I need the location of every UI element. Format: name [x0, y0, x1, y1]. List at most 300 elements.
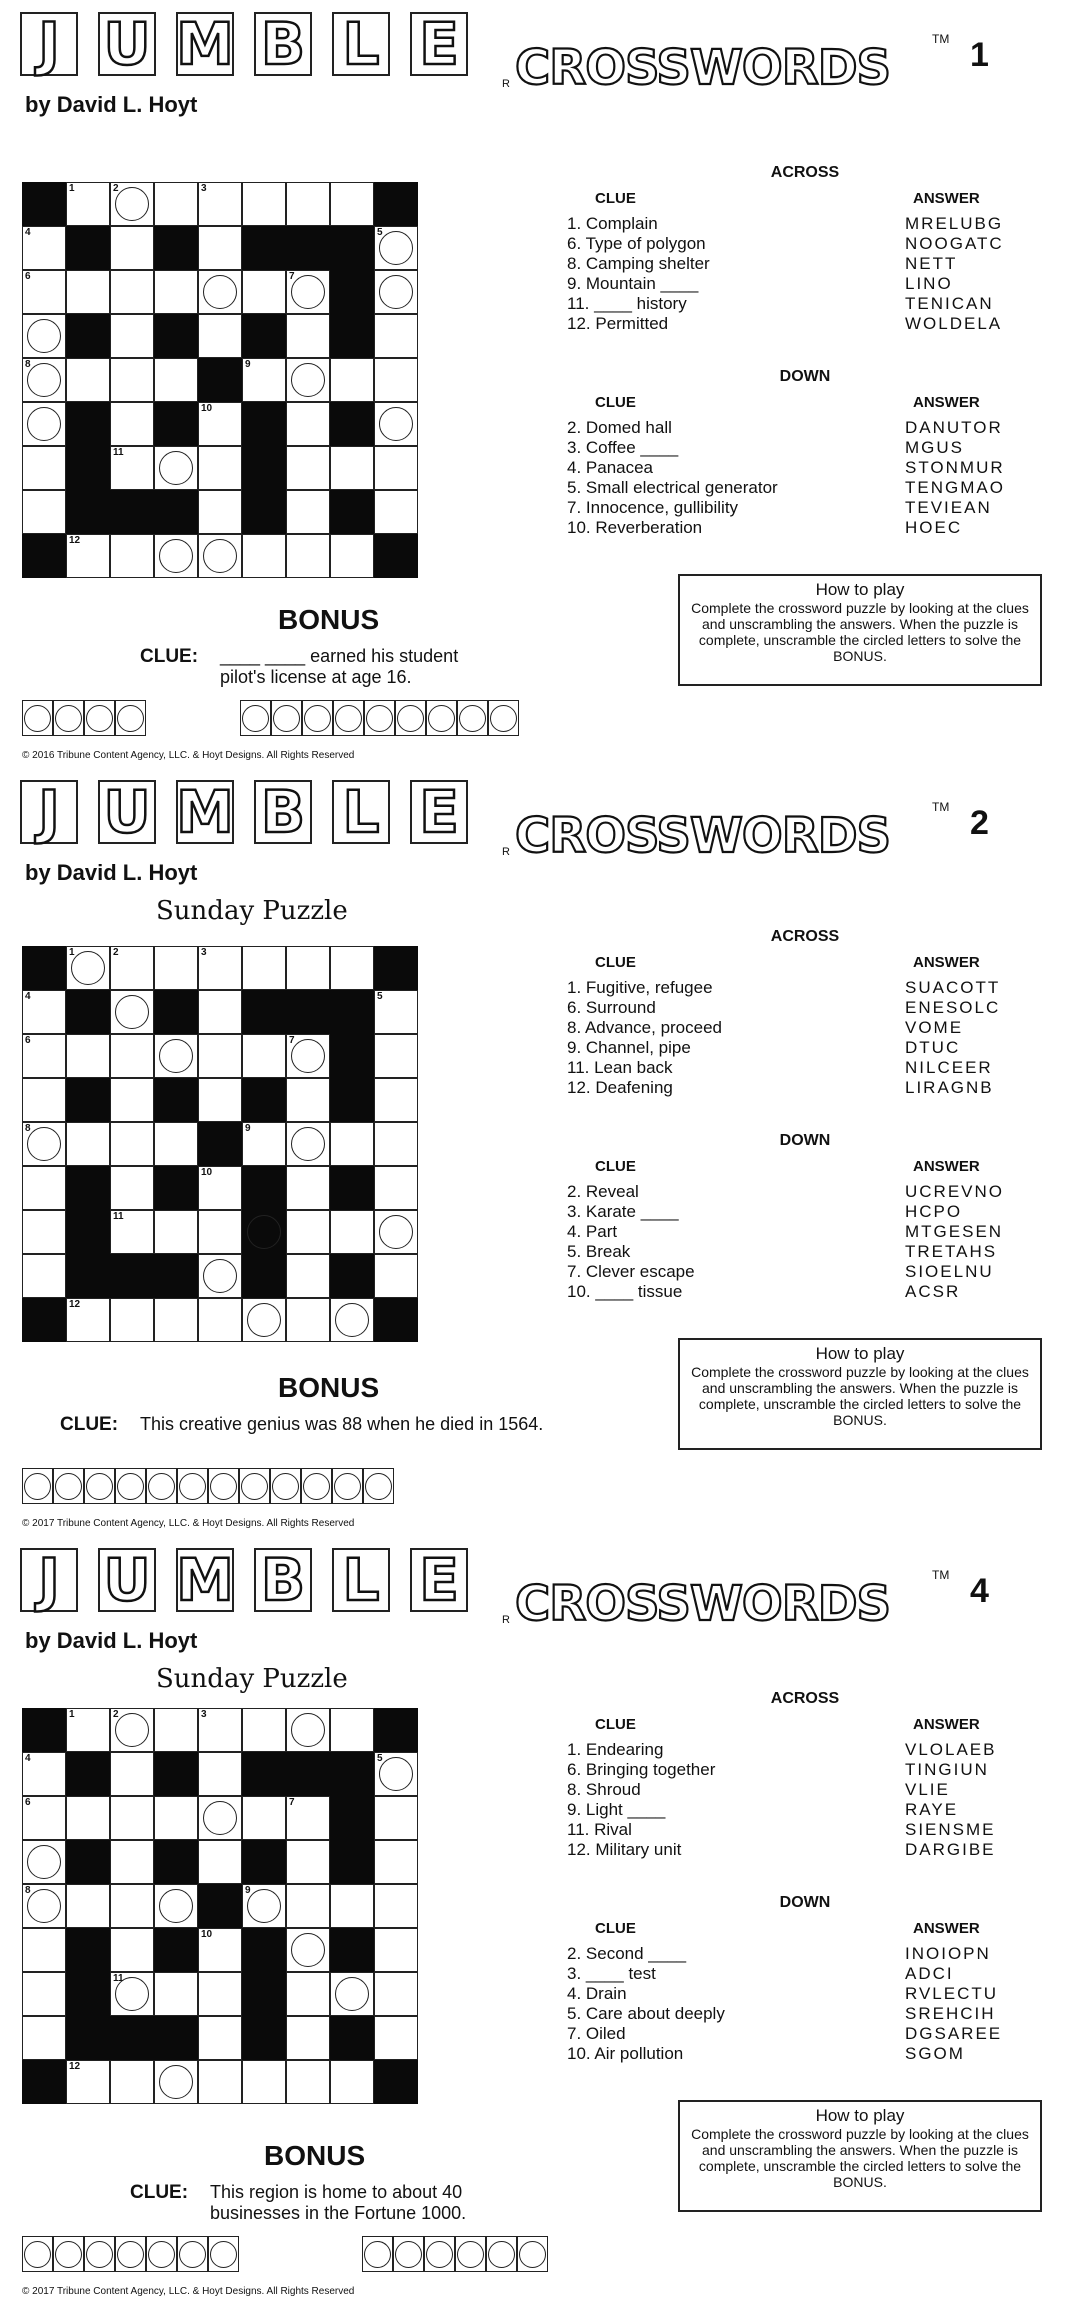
puzzle-number: 2	[970, 804, 989, 842]
grid-cell[interactable]	[330, 1122, 374, 1166]
across-scrambled-answer: SIENSME	[905, 1820, 996, 1839]
grid-cell[interactable]	[374, 1254, 418, 1298]
grid-cell[interactable]	[22, 1166, 66, 1210]
bonus-letter-box[interactable]	[22, 2236, 53, 2272]
grid-cell[interactable]	[22, 1034, 66, 1078]
bonus-letter-box[interactable]	[395, 700, 426, 736]
bonus-letter-box[interactable]	[457, 700, 488, 736]
grid-cell[interactable]	[22, 1122, 66, 1166]
grid-cell[interactable]	[198, 990, 242, 1034]
grid-cell[interactable]	[110, 1034, 154, 1078]
grid-cell[interactable]	[22, 2016, 66, 2060]
circled-letter-marker	[379, 231, 413, 265]
grid-cell[interactable]	[198, 1928, 242, 1972]
black-square	[330, 1078, 374, 1122]
bonus-letter-box[interactable]	[271, 700, 302, 736]
grid-cell[interactable]	[330, 2060, 374, 2104]
grid-cell[interactable]	[198, 402, 242, 446]
grid-cell[interactable]	[154, 1210, 198, 1254]
grid-cell[interactable]	[330, 358, 374, 402]
bonus-letter-box[interactable]	[426, 700, 457, 736]
grid-cell[interactable]	[198, 2016, 242, 2060]
grid-cell[interactable]	[242, 1034, 286, 1078]
grid-cell[interactable]	[22, 226, 66, 270]
black-square	[154, 1078, 198, 1122]
black-square	[154, 314, 198, 358]
circled-letter-marker	[115, 187, 149, 221]
grid-cell[interactable]	[286, 534, 330, 578]
bonus-clue-label: CLUE:	[130, 2182, 189, 2203]
grid-cell[interactable]	[22, 1078, 66, 1122]
bonus-letter-box[interactable]	[53, 1468, 84, 1504]
clue-number: 2	[113, 1709, 119, 1720]
grid-cell[interactable]	[286, 1884, 330, 1928]
across-scrambled-answer: WOLDELA	[905, 314, 1003, 333]
grid-cell[interactable]	[374, 358, 418, 402]
grid-cell[interactable]	[198, 1796, 242, 1840]
grid-cell[interactable]	[154, 1884, 198, 1928]
down-scrambled-answer: INOIOPN	[905, 1944, 991, 1963]
grid-cell[interactable]	[66, 1298, 110, 1342]
bonus-clue-label: CLUE:	[60, 1414, 119, 1435]
grid-cell[interactable]	[110, 1884, 154, 1928]
grid-cell[interactable]	[286, 1298, 330, 1342]
grid-cell[interactable]	[198, 226, 242, 270]
logo-letter-tile	[254, 1548, 312, 1612]
black-square	[242, 1840, 286, 1884]
clue-number: 5	[377, 1753, 383, 1764]
down-clue: 3. ____ test	[567, 1964, 656, 1983]
author-byline: by David L. Hoyt	[25, 92, 198, 117]
grid-cell[interactable]	[242, 2060, 286, 2104]
grid-cell[interactable]	[198, 490, 242, 534]
grid-cell[interactable]	[22, 990, 66, 1034]
black-square	[330, 1796, 374, 1840]
grid-cell[interactable]	[286, 1796, 330, 1840]
grid-cell[interactable]	[286, 270, 330, 314]
grid-cell[interactable]	[22, 1796, 66, 1840]
logo-letter: L	[342, 10, 380, 78]
author-byline: by David L. Hoyt	[25, 860, 198, 885]
clue-number: 10	[201, 1929, 213, 1940]
black-square	[242, 226, 286, 270]
grid-cell[interactable]	[198, 1840, 242, 1884]
grid-cell[interactable]	[66, 2060, 110, 2104]
clue-column-header: CLUE	[595, 1158, 636, 1175]
across-clue: 11. Rival	[567, 1820, 632, 1839]
grid-cell[interactable]	[374, 490, 418, 534]
black-square	[110, 2016, 154, 2060]
grid-cell[interactable]	[286, 2060, 330, 2104]
answer-column-header: ANSWER	[913, 1158, 980, 1175]
logo-letter-tile	[176, 780, 234, 844]
grid-cell[interactable]	[330, 182, 374, 226]
clue-number: 7	[289, 271, 295, 282]
black-square	[66, 446, 110, 490]
bonus-letter-box[interactable]	[53, 2236, 84, 2272]
bonus-letter-box[interactable]	[146, 2236, 177, 2272]
black-square	[22, 1708, 66, 1752]
grid-cell[interactable]	[330, 946, 374, 990]
bonus-letter-box[interactable]	[270, 1468, 301, 1504]
grid-cell[interactable]	[154, 1034, 198, 1078]
grid-cell[interactable]	[154, 182, 198, 226]
grid-cell[interactable]	[198, 1210, 242, 1254]
bonus-letter-box[interactable]	[363, 1468, 394, 1504]
bonus-clue	[130, 2182, 467, 2223]
clue-number: 5	[377, 227, 383, 238]
circled-letter-marker	[291, 363, 325, 397]
grid-cell[interactable]	[110, 1078, 154, 1122]
bonus-letter-box[interactable]	[177, 2236, 208, 2272]
grid-cell[interactable]	[198, 1034, 242, 1078]
logo-letter: M	[176, 10, 234, 78]
bonus-letter-box[interactable]	[177, 1468, 208, 1504]
grid-cell[interactable]	[110, 1796, 154, 1840]
grid-cell[interactable]	[374, 402, 418, 446]
grid-cell[interactable]	[286, 1840, 330, 1884]
grid-cell[interactable]	[110, 402, 154, 446]
grid-cell[interactable]	[22, 1928, 66, 1972]
grid-cell[interactable]	[154, 534, 198, 578]
bonus-letter-box[interactable]	[486, 2236, 517, 2272]
clue-number: 6	[25, 271, 31, 282]
grid-cell[interactable]	[66, 270, 110, 314]
grid-cell[interactable]	[198, 1972, 242, 2016]
grid-cell[interactable]	[110, 1928, 154, 1972]
bonus-letter-box[interactable]	[488, 700, 519, 736]
grid-cell[interactable]	[66, 358, 110, 402]
grid-cell[interactable]	[198, 446, 242, 490]
grid-cell[interactable]	[154, 270, 198, 314]
bonus-letter-box[interactable]	[84, 2236, 115, 2272]
across-scrambled-answer: RAYE	[905, 1800, 959, 1819]
circled-letter-marker	[27, 407, 61, 441]
grid-cell[interactable]	[110, 226, 154, 270]
across-scrambled-answer: ENESOLC	[905, 998, 1001, 1017]
circled-letter-marker	[379, 1215, 413, 1249]
clue-number: 9	[245, 1123, 251, 1134]
black-square	[66, 1166, 110, 1210]
bonus-letter-box[interactable]	[239, 1468, 270, 1504]
bonus-letter-box[interactable]	[455, 2236, 486, 2272]
grid-cell[interactable]	[22, 1884, 66, 1928]
how-to-play-title: How to play	[815, 2106, 905, 2125]
grid-cell[interactable]	[110, 1122, 154, 1166]
bonus-letter-box[interactable]	[301, 1468, 332, 1504]
bonus-letter-box[interactable]	[115, 1468, 146, 1504]
bonus-letter-box[interactable]	[115, 2236, 146, 2272]
grid-cell[interactable]	[286, 358, 330, 402]
circled-letter-marker	[159, 1039, 193, 1073]
grid-cell[interactable]	[286, 1708, 330, 1752]
grid-cell[interactable]	[66, 1796, 110, 1840]
grid-cell[interactable]	[154, 1708, 198, 1752]
grid-cell[interactable]	[286, 446, 330, 490]
grid-cell[interactable]	[154, 1796, 198, 1840]
how-to-play-text: Complete the crossword puzzle by looking at the clues and unscrambling the answers. When the puzzle is complete, unscramble the circled letters to solve the BONUS.	[691, 2126, 1029, 2190]
grid-cell[interactable]	[110, 1840, 154, 1884]
grid-cell[interactable]	[110, 1210, 154, 1254]
grid-cell[interactable]	[330, 534, 374, 578]
black-square	[374, 2060, 418, 2104]
grid-cell[interactable]	[198, 270, 242, 314]
logo-letter: E	[419, 778, 459, 846]
grid-cell[interactable]	[286, 182, 330, 226]
black-square	[66, 314, 110, 358]
grid-cell[interactable]	[110, 314, 154, 358]
grid-cell[interactable]	[22, 490, 66, 534]
black-square	[330, 1752, 374, 1796]
grid-cell[interactable]	[286, 1034, 330, 1078]
bonus-letter-box[interactable]	[302, 700, 333, 736]
across-scrambled-answer: MRELUBG	[905, 214, 1004, 233]
grid-cell[interactable]	[374, 2016, 418, 2060]
grid-cell[interactable]	[242, 1122, 286, 1166]
grid-cell[interactable]	[374, 314, 418, 358]
grid-cell[interactable]	[66, 1122, 110, 1166]
grid-cell[interactable]	[198, 1298, 242, 1342]
across-clue: 8. Advance, proceed	[567, 1018, 723, 1037]
clue-number: 2	[113, 183, 119, 194]
grid-cell[interactable]	[66, 946, 110, 990]
grid-cell[interactable]	[22, 314, 66, 358]
grid-cell[interactable]	[110, 1972, 154, 2016]
grid-cell[interactable]	[374, 1122, 418, 1166]
grid-cell[interactable]	[154, 1298, 198, 1342]
clue-number: 7	[289, 1797, 295, 1808]
clue-column-header: CLUE	[595, 1716, 636, 1733]
author-byline: by David L. Hoyt	[25, 1628, 198, 1653]
grid-cell[interactable]	[374, 1752, 418, 1796]
logo-letter: U	[103, 778, 151, 846]
bonus-letter-box[interactable]	[84, 1468, 115, 1504]
grid-cell[interactable]	[22, 446, 66, 490]
grid-cell[interactable]	[110, 270, 154, 314]
logo-letter-tile	[332, 12, 390, 76]
grid-cell[interactable]	[242, 1298, 286, 1342]
grid-cell[interactable]	[66, 1034, 110, 1078]
grid-cell[interactable]	[110, 446, 154, 490]
grid-cell[interactable]	[154, 946, 198, 990]
trademark-mark: TM	[932, 1568, 950, 1582]
grid-cell[interactable]	[374, 1078, 418, 1122]
across-clue: 9. Channel, pipe	[567, 1038, 691, 1057]
grid-cell[interactable]	[110, 1166, 154, 1210]
black-square	[242, 314, 286, 358]
grid-cell[interactable]	[198, 1752, 242, 1796]
logo-letter: J	[38, 1546, 60, 1614]
crosswords-wordmark: CROSSWORDS	[515, 808, 891, 864]
trademark-mark: TM	[932, 32, 950, 46]
grid-cell[interactable]	[154, 1972, 198, 2016]
grid-cell[interactable]	[286, 314, 330, 358]
grid-cell[interactable]	[242, 1884, 286, 1928]
black-square	[242, 1078, 286, 1122]
bonus-letter-box[interactable]	[146, 1468, 177, 1504]
grid-cell[interactable]	[110, 1298, 154, 1342]
grid-cell[interactable]	[286, 1078, 330, 1122]
down-scrambled-answer: TEVIEAN	[905, 498, 992, 517]
bonus-letter-box[interactable]	[22, 700, 53, 736]
clue-number: 12	[69, 535, 81, 546]
grid-cell[interactable]	[154, 1122, 198, 1166]
grid-cell[interactable]	[198, 1708, 242, 1752]
down-clue: 10. Reverberation	[567, 518, 703, 537]
grid-cell[interactable]	[286, 402, 330, 446]
clue-number: 1	[69, 1709, 75, 1720]
grid-cell[interactable]	[330, 1884, 374, 1928]
grid-cell[interactable]	[22, 402, 66, 446]
grid-cell[interactable]	[374, 1034, 418, 1078]
grid-cell[interactable]	[242, 1796, 286, 1840]
grid-cell[interactable]	[154, 2060, 198, 2104]
black-square	[330, 1840, 374, 1884]
black-square	[374, 534, 418, 578]
grid-cell[interactable]	[330, 1708, 374, 1752]
grid-cell[interactable]	[242, 946, 286, 990]
black-square	[154, 402, 198, 446]
grid-cell[interactable]	[110, 1708, 154, 1752]
grid-cell[interactable]	[110, 182, 154, 226]
grid-cell[interactable]	[286, 946, 330, 990]
grid-cell[interactable]	[242, 182, 286, 226]
grid-cell[interactable]	[374, 1884, 418, 1928]
black-square	[286, 990, 330, 1034]
grid-cell[interactable]	[286, 1928, 330, 1972]
grid-cell[interactable]	[198, 182, 242, 226]
bonus-letter-box[interactable]	[115, 700, 146, 736]
grid-cell[interactable]	[22, 1210, 66, 1254]
grid-cell[interactable]	[330, 1210, 374, 1254]
bonus-letter-box[interactable]	[333, 700, 364, 736]
black-square	[330, 226, 374, 270]
grid-cell[interactable]	[198, 1166, 242, 1210]
grid-cell[interactable]	[374, 1796, 418, 1840]
grid-cell[interactable]	[22, 1840, 66, 1884]
clue-number: 11	[113, 1211, 124, 1222]
grid-cell[interactable]	[374, 1972, 418, 2016]
grid-cell[interactable]	[110, 534, 154, 578]
grid-cell[interactable]	[110, 990, 154, 1034]
grid-cell[interactable]	[242, 1708, 286, 1752]
bonus-letter-box[interactable]	[53, 700, 84, 736]
grid-cell[interactable]	[330, 446, 374, 490]
logo-letter: B	[260, 778, 306, 846]
grid-cell[interactable]	[330, 1298, 374, 1342]
bonus-letter-box[interactable]	[332, 1468, 363, 1504]
copyright-notice: © 2017 Tribune Content Agency, LLC. & Hoyt Designs. All Rights Reserved	[22, 2286, 355, 2297]
black-square	[198, 1122, 242, 1166]
across-scrambled-answer: NETT	[905, 254, 958, 273]
bonus-letter-box[interactable]	[362, 2236, 393, 2272]
grid-cell[interactable]	[330, 1972, 374, 2016]
black-square	[66, 1210, 110, 1254]
grid-cell[interactable]	[242, 358, 286, 402]
grid-cell[interactable]	[286, 1254, 330, 1298]
grid-cell[interactable]	[66, 1708, 110, 1752]
bonus-letter-box[interactable]	[240, 700, 271, 736]
bonus-letter-box[interactable]	[208, 1468, 239, 1504]
answer-column-header: ANSWER	[913, 190, 980, 207]
grid-cell[interactable]	[110, 2060, 154, 2104]
bonus-letter-box[interactable]	[393, 2236, 424, 2272]
grid-cell[interactable]	[22, 358, 66, 402]
grid-cell[interactable]	[374, 1840, 418, 1884]
grid-cell[interactable]	[66, 1884, 110, 1928]
grid-cell[interactable]	[374, 270, 418, 314]
how-to-play-box	[678, 574, 1042, 686]
grid-cell[interactable]	[286, 2016, 330, 2060]
grid-cell[interactable]	[110, 946, 154, 990]
bonus-letter-box[interactable]	[424, 2236, 455, 2272]
grid-cell[interactable]	[110, 1752, 154, 1796]
grid-cell[interactable]	[22, 270, 66, 314]
across-scrambled-answer: DTUC	[905, 1038, 961, 1057]
black-square	[242, 402, 286, 446]
logo-letter-tile	[176, 1548, 234, 1612]
grid-cell[interactable]	[374, 1210, 418, 1254]
circled-letter-marker	[27, 1889, 61, 1923]
grid-cell[interactable]	[242, 534, 286, 578]
logo-letter: E	[419, 10, 459, 78]
logo-letter-tile	[20, 1548, 78, 1612]
grid-cell[interactable]	[22, 1752, 66, 1796]
grid-cell[interactable]	[22, 1972, 66, 2016]
grid-cell[interactable]	[154, 446, 198, 490]
clue-number: 4	[25, 991, 31, 1002]
grid-cell[interactable]	[374, 446, 418, 490]
bonus-letter-box[interactable]	[22, 1468, 53, 1504]
grid-cell[interactable]	[286, 1122, 330, 1166]
grid-cell[interactable]	[66, 534, 110, 578]
grid-cell[interactable]	[66, 182, 110, 226]
grid-cell[interactable]	[286, 1210, 330, 1254]
how-to-play-title: How to play	[815, 1344, 905, 1363]
bonus-letter-box[interactable]	[208, 2236, 239, 2272]
black-square	[330, 2016, 374, 2060]
grid-cell[interactable]	[198, 534, 242, 578]
grid-cell[interactable]	[198, 946, 242, 990]
bonus-letter-box[interactable]	[364, 700, 395, 736]
bonus-letter-box[interactable]	[517, 2236, 548, 2272]
across-scrambled-answer: VOME	[905, 1018, 964, 1037]
bonus-letter-box[interactable]	[84, 700, 115, 736]
grid-cell[interactable]	[374, 1928, 418, 1972]
grid-cell[interactable]	[374, 990, 418, 1034]
down-clue: 5. Care about deeply	[567, 2004, 725, 2023]
grid-cell[interactable]	[198, 1254, 242, 1298]
grid-cell[interactable]	[242, 270, 286, 314]
grid-cell[interactable]	[22, 1254, 66, 1298]
circled-letter-marker	[247, 1889, 281, 1923]
across-scrambled-answer: VLOLAEB	[905, 1740, 997, 1759]
grid-cell[interactable]	[110, 358, 154, 402]
grid-cell[interactable]	[198, 2060, 242, 2104]
grid-cell[interactable]	[286, 1972, 330, 2016]
across-scrambled-answer: LINO	[905, 274, 953, 293]
black-square	[286, 226, 330, 270]
grid-cell[interactable]	[286, 1166, 330, 1210]
grid-cell[interactable]	[374, 226, 418, 270]
grid-cell[interactable]	[198, 1078, 242, 1122]
grid-cell[interactable]	[154, 358, 198, 402]
puzzle-number: 1	[970, 36, 989, 74]
down-clue: 4. Panacea	[567, 458, 654, 477]
grid-cell[interactable]	[286, 490, 330, 534]
grid-cell[interactable]	[374, 1166, 418, 1210]
grid-cell[interactable]	[198, 314, 242, 358]
